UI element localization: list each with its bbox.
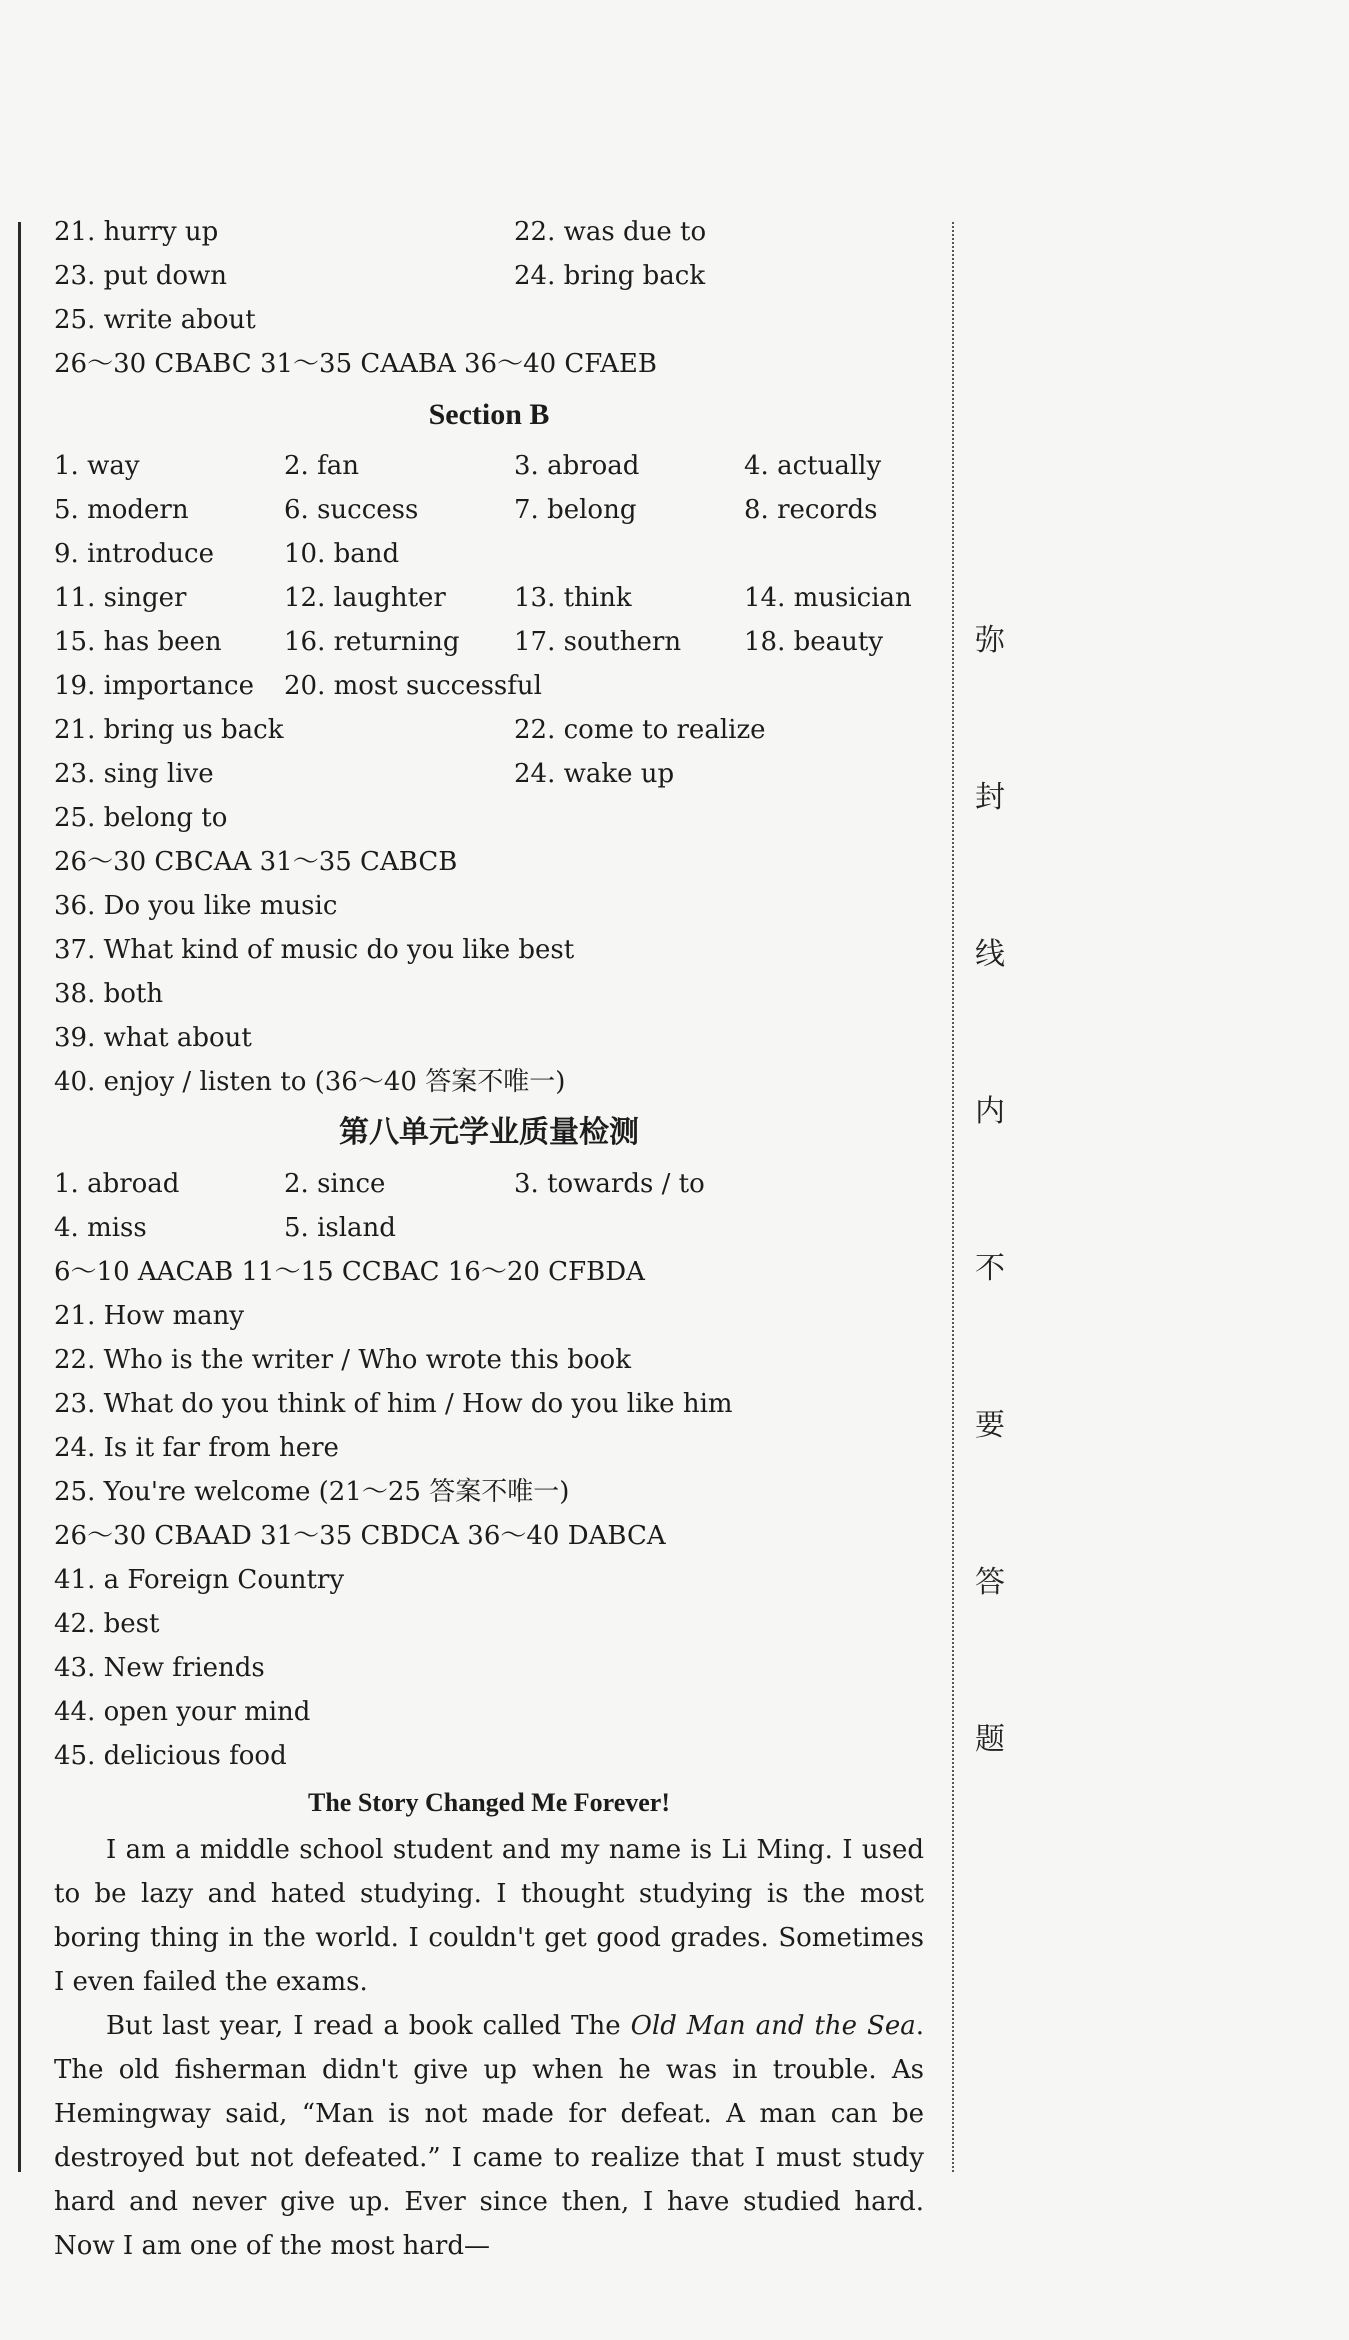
- answer-row: [54, 1162, 924, 1206]
- answer-item: 45. delicious food: [54, 1741, 287, 1771]
- answer-row: [54, 532, 924, 576]
- seal-dotted-line: [952, 222, 954, 2172]
- answer-row: [54, 928, 924, 972]
- answer-item: 25. write about: [54, 305, 256, 335]
- answer-row: [54, 1060, 924, 1104]
- answer-item: 19. importance: [54, 671, 254, 701]
- seal-char: 内: [975, 1094, 1005, 1129]
- answer-item: 6～10 AACAB 11～15 CCBAC 16～20 CFBDA: [54, 1257, 645, 1287]
- answer-row: [54, 796, 924, 840]
- answer-row: [54, 342, 924, 386]
- answer-item: 2. since: [284, 1169, 386, 1199]
- answer-row: [54, 1734, 924, 1778]
- answer-row: [54, 1690, 924, 1734]
- answer-item: 12. laughter: [284, 583, 446, 613]
- answer-row: [54, 1338, 924, 1382]
- answer-row: [54, 298, 924, 342]
- answer-item: 11. singer: [54, 583, 187, 613]
- answer-row: [54, 708, 924, 752]
- answer-item: 4. miss: [54, 1213, 147, 1243]
- answer-item: 25. You're welcome (21～25 答案不唯一): [54, 1477, 570, 1507]
- answer-row: [54, 1016, 924, 1060]
- answer-item: 22. Who is the writer / Who wrote this book: [54, 1345, 631, 1375]
- unit8-heading: 第八单元学业质量检测: [339, 1115, 639, 1150]
- answer-row: [54, 488, 924, 532]
- seal-char: 封: [975, 780, 1005, 815]
- story-paragraph-2-end: . The old fisherman didn't give up when he was in trouble. As Hemingway said, “Man is not made for defeat. A man can be destroyed but not defeated.” I came to realize that I must study hard and never give up. Ever since then, I have studied hard. Now I am one of the most hard—: [54, 2011, 924, 2261]
- story-paragraph-2: [54, 2004, 924, 2268]
- answer-item: 26～30 CBAAD 31～35 CBDCA 36～40 DABCA: [54, 1521, 666, 1551]
- answer-row: [54, 444, 924, 488]
- answer-item: 13. think: [514, 583, 632, 613]
- answer-row: [54, 840, 924, 884]
- story-title: The Story Changed Me Forever!: [307, 1788, 670, 1817]
- answer-row: [54, 1382, 924, 1426]
- answer-row: [54, 1514, 924, 1558]
- answer-item: 3. abroad: [514, 451, 640, 481]
- answer-item: 36. Do you like music: [54, 891, 338, 921]
- answer-item: 6. success: [284, 495, 419, 525]
- section-b-answers: [54, 444, 924, 1104]
- intro-answers: [54, 210, 924, 386]
- answer-row: [54, 254, 924, 298]
- answer-row: [54, 210, 924, 254]
- answer-item: 26～30 CBCAA 31～35 CABCB: [54, 847, 458, 877]
- answer-item: 1. abroad: [54, 1169, 180, 1199]
- answer-item: 24. bring back: [514, 261, 706, 291]
- answer-item: 5. modern: [54, 495, 189, 525]
- answer-row: [54, 576, 924, 620]
- seal-char: 线: [975, 937, 1005, 972]
- answer-item: 1. way: [54, 451, 140, 481]
- answer-item: 17. southern: [514, 627, 682, 657]
- answer-item: 37. What kind of music do you like best: [54, 935, 575, 965]
- answer-item: 7. belong: [514, 495, 637, 525]
- answer-row: [54, 972, 924, 1016]
- answer-row: [54, 1206, 924, 1250]
- seal-char: 答: [975, 1565, 1005, 1600]
- answer-item: 23. put down: [54, 261, 228, 291]
- answer-item: 40. enjoy / listen to (36～40 答案不唯一): [54, 1067, 566, 1097]
- seal-char: 题: [975, 1722, 1005, 1757]
- answer-item: 8. records: [744, 495, 878, 525]
- answer-row: [54, 620, 924, 664]
- seal-char: 不: [975, 1251, 1005, 1286]
- answer-row: [54, 884, 924, 928]
- answer-row: [54, 1558, 924, 1602]
- answer-item: 43. New friends: [54, 1653, 265, 1683]
- answer-item: 23. sing live: [54, 759, 214, 789]
- answer-item: 42. best: [54, 1609, 160, 1639]
- answer-item: 10. band: [284, 539, 400, 569]
- story-paragraph-1: I am a middle school student and my name is Li Ming. I used to be lazy and hated studying. I thought studying is the most boring thing in the world. I couldn't get good grades. Sometimes I even failed the exams.: [54, 1835, 924, 1997]
- left-margin-rule: [18, 222, 21, 2172]
- answer-item: 44. open your mind: [54, 1697, 311, 1727]
- section-b-heading: Section B: [428, 398, 550, 431]
- story-paragraph-2-start: But last year, I read a book called The: [106, 2011, 631, 2041]
- answer-row: [54, 1646, 924, 1690]
- answer-item: 38. both: [54, 979, 164, 1009]
- answer-item: 4. actually: [744, 451, 882, 481]
- answer-row: [54, 1470, 924, 1514]
- unit8-answers: [54, 1162, 924, 1778]
- answer-item: 14. musician: [744, 583, 912, 613]
- answer-row: [54, 1426, 924, 1470]
- book-title: Old Man and the Sea: [630, 2011, 916, 2041]
- answer-item: 2. fan: [284, 451, 359, 481]
- answer-item: 21. hurry up: [54, 217, 219, 247]
- answer-content: [54, 210, 924, 2268]
- answer-row: [54, 1602, 924, 1646]
- answer-row: [54, 1294, 924, 1338]
- answer-item: 25. belong to: [54, 803, 228, 833]
- answer-item: 23. What do you think of him / How do you like him: [54, 1389, 733, 1419]
- answer-row: [54, 1250, 924, 1294]
- answer-item: 41. a Foreign Country: [54, 1565, 345, 1595]
- answer-item: 18. beauty: [744, 627, 884, 657]
- answer-item: 20. most successful: [284, 671, 542, 701]
- seal-char: 弥: [975, 623, 1005, 658]
- answer-item: 24. Is it far from here: [54, 1433, 339, 1463]
- answer-item: 21. How many: [54, 1301, 245, 1331]
- answer-item: 26～30 CBABC 31～35 CAABA 36～40 CFAEB: [54, 349, 657, 379]
- answer-item: 24. wake up: [514, 759, 675, 789]
- answer-item: 21. bring us back: [54, 715, 284, 745]
- seal-char: 要: [975, 1408, 1005, 1443]
- answer-item: 39. what about: [54, 1023, 252, 1053]
- answer-item: 22. was due to: [514, 217, 707, 247]
- answer-row: [54, 752, 924, 796]
- answer-item: 5. island: [284, 1213, 396, 1243]
- answer-row: [54, 664, 924, 708]
- answer-item: 15. has been: [54, 627, 222, 657]
- answer-item: 3. towards / to: [514, 1169, 705, 1199]
- answer-item: 16. returning: [284, 627, 460, 657]
- answer-item: 22. come to realize: [514, 715, 766, 745]
- answer-item: 9. introduce: [54, 539, 214, 569]
